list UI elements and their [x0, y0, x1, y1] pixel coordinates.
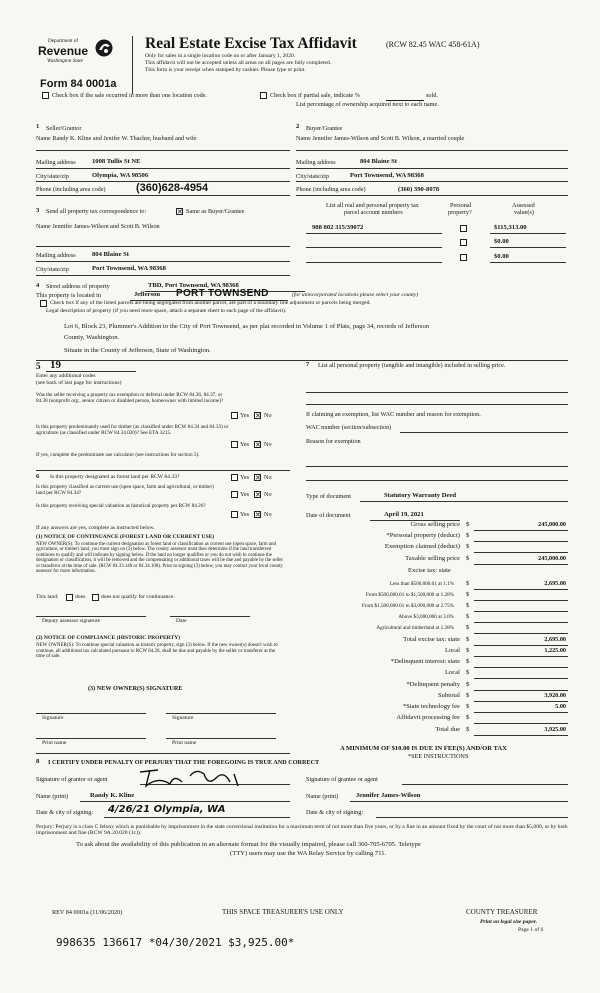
tax-total-line [474, 645, 568, 646]
alt-format-line-2: (TTY) users may use the WA Relay Service by calling 711. [230, 850, 387, 857]
legal-line-3: Situate in the County of Jefferson, State of Washington. [64, 347, 211, 354]
tax-total-value[interactable]: 2,695.00 [544, 636, 566, 643]
historic-notice-body: NEW OWNER(S): To continue special valuation as historic property, sign (3) below. If the new owner(s) doesn't wish to continue, all additional tax calculated pursuant to RCW 84.26, shall be due and payable by the seller or transferor at the time of sale. [36, 643, 278, 660]
segregated-checkbox[interactable] [40, 300, 47, 307]
form-number: Form 84 0001a [40, 78, 117, 90]
section3-mail-value[interactable]: 804 Blaine St [92, 251, 130, 258]
buyer-city-label: City/state/zip [296, 173, 329, 180]
does-label: does [75, 594, 86, 600]
page-number: Page 1 of 6 [518, 927, 544, 933]
section3-mail-line [36, 261, 290, 262]
tax-total-label: *State technology fee [402, 703, 460, 710]
tax-row-label: *Personal property (deduct) [386, 532, 460, 539]
segregated-label: Check box if any of the listed parcels are being segregated from another parcel, are part of a boundary line adjustment or parcels being merged. [50, 300, 371, 306]
exemption-yes-checkbox[interactable] [231, 412, 238, 419]
signature-label: Signature [42, 715, 64, 721]
reason-label: Reason for exemption [306, 438, 361, 445]
no-label: No [264, 474, 272, 481]
dept-line: Department of [48, 38, 79, 44]
tax-total-line [474, 701, 568, 702]
grantee-name-value[interactable]: Jennifer James-Wilson [356, 792, 421, 799]
tax-row-label: Exemption claimed (deduct) [384, 543, 460, 550]
yes-label: Yes [240, 491, 250, 498]
see-instructions-note: *SEE INSTRUCTIONS [408, 753, 469, 760]
yes-label: Yes [240, 474, 250, 481]
same-as-buyer-label: Same as Buyer/Grantee [186, 208, 245, 215]
seller-phone-label: Phone (including area code) [36, 186, 106, 193]
codes-note: (see back of last page for instructions) [36, 380, 122, 386]
tax-row-line [474, 530, 568, 531]
buyer-name-line [296, 150, 568, 151]
grantee-name-line [350, 801, 568, 802]
tax-total-label: Local [444, 669, 460, 676]
street-label: Street address of property [46, 283, 110, 290]
doc-type-line [360, 501, 568, 502]
parcel-col-header-2b: property? [448, 209, 472, 216]
section3-city-line [36, 275, 290, 276]
minimum-fee-note: A MINIMUM OF $10.00 IS DUE IN FEE(S) AND/OR TAX [340, 745, 507, 752]
yes-label: Yes [240, 511, 250, 518]
section3-city-label: City/state/zip [36, 266, 69, 273]
yes-label: Yes [240, 412, 250, 419]
personal-property-checkbox[interactable] [460, 225, 467, 232]
dor-logo-icon [94, 38, 114, 58]
dollar-sign: $ [466, 591, 470, 598]
treasurer-space-label: THIS SPACE TREASURER'S USE ONLY [222, 908, 344, 916]
new-owner-signature-line-2[interactable] [166, 713, 276, 714]
subtitle-3: This form is your receipt when stamped by cashier. Please type or print. [145, 67, 306, 73]
section3-spacer-line [36, 246, 290, 247]
grantor-signature-scribble [130, 764, 270, 794]
print-name-line-2[interactable] [166, 738, 276, 739]
dollar-sign: $ [466, 521, 470, 528]
historic-question: Is this property receiving special valuation as historical property per RCW 84.26? [36, 503, 206, 509]
seller-name: Name Randy K. Kline and Jenifer W. Thacher, husband and wife [36, 135, 197, 142]
historic-no-checkbox[interactable]: ✕ [255, 511, 261, 519]
located-note: (for unincorporated locations please select your county) [292, 292, 419, 298]
buyer-phone-value[interactable]: (360) 390-8078 [398, 186, 440, 193]
tax-total-line [474, 735, 568, 736]
assessor-date-line[interactable] [170, 616, 250, 617]
timber-note: If yes, complete the predominate use calculator (see instructions for section 5). [36, 452, 200, 458]
seller-city-label: City/state/zip [36, 173, 69, 180]
reason-line-1[interactable] [306, 466, 568, 467]
tax-total-line[interactable] [474, 678, 568, 679]
personal-property-checkbox[interactable] [460, 254, 467, 261]
parcel-col-header-2a: Personal [450, 202, 472, 209]
this-land-label: This land: [36, 594, 59, 600]
tax-total-label: Local [444, 647, 460, 654]
partial-sale-checkbox[interactable] [260, 92, 267, 99]
tax-tier-label: From $500,000.01 to $1,500,000 at 1.28% [365, 592, 454, 598]
buyer-name: Name Jennifer James-Wilson and Scott B. Wilson, a married couple [296, 135, 465, 142]
header-divider [132, 36, 133, 94]
tax-total-label: *Delinquent interest: state [390, 658, 460, 665]
tax-total-line[interactable] [474, 690, 568, 691]
section7-label: List all personal property (tangible and intangible) included in selling price. [318, 362, 506, 369]
parcel-line [306, 233, 442, 234]
section8-top-rule [36, 753, 290, 754]
dollar-sign: $ [466, 624, 470, 631]
dollar-sign: $ [466, 555, 470, 562]
any-yes-note: If any answers are yes, complete as instructed below. [36, 525, 155, 531]
exemption-no-checkbox[interactable]: ✕ [255, 412, 261, 420]
personal-property-checkbox[interactable] [460, 239, 467, 246]
parcel-line [306, 262, 442, 263]
timber-yes-checkbox[interactable] [231, 441, 238, 448]
tax-tier-line [474, 589, 568, 590]
section4-number: 4 [36, 282, 40, 289]
does-not-label: does not qualify for continuance. [101, 594, 175, 600]
land-does-checkbox[interactable] [66, 594, 73, 601]
continuance-title: (1) NOTICE OF CONTINUANCE (FOREST LAND OR CURRENT USE) [36, 534, 215, 540]
new-owner-signature-line[interactable] [36, 713, 146, 714]
tax-tier-line[interactable] [474, 611, 568, 612]
buyer-phone-line [296, 195, 568, 196]
forest-question: Is this property designated as forest land per RCW 84.33? [50, 474, 180, 480]
continuance-body: NEW OWNER(S): To continue the current designation as forest land or classification as current use (open space, farm and agriculture, or timber) land, you must sign on (3) below. The county assessor must then determine if the land transferred continues to qualify and will indicate by signing below. If the land no longer qualifies or you do not wish to continue the designation or classification, it will be removed and the compensating or additional taxes will be due and payable by the seller or transferor at the time of sale. (RCW 84.33.140 or 84.34.108). Prior to signing (3) below, you may contact your local county assessor for more information. [36, 542, 284, 575]
tax-total-line [474, 712, 568, 713]
buyer-mail-line [296, 168, 568, 169]
no-label: No [264, 412, 272, 419]
print-name-label: Print name [42, 740, 67, 746]
dollar-sign: $ [466, 703, 470, 710]
buyer-city-line [296, 181, 568, 182]
signature-label-2: Signature [172, 715, 194, 721]
county-treasurer-label: COUNTY TREASURER [466, 908, 538, 916]
grantor-date-value[interactable]: 4/26/21 Olympia, WA [108, 804, 226, 815]
section3-label: Send all property tax correspondence to: [46, 208, 147, 215]
treasurer-receipt-stamp: 998635 136617 *04/30/2021 $3,925.00* [56, 936, 295, 949]
value-line [490, 262, 566, 263]
current-use-question: Is this property classified as current use (open space, farm and agricultural, or timber) land per RCW 84.34? [36, 484, 214, 496]
section6-number: 6 [36, 473, 40, 480]
tax-tier-value[interactable]: 2,695.00 [544, 580, 566, 587]
dollar-sign: $ [466, 714, 470, 721]
buyer-section-number: 2 [296, 123, 300, 130]
subtitle-2: This affidavit will not be accepted unless all areas on all pages are fully completed. [145, 60, 332, 66]
new-owner-signature-heading: (3) NEW OWNER(S) SIGNATURE [88, 685, 183, 692]
perjury-notice: Perjury: Perjury is a class C felony which is punishable by imprisonment in the state correctional institution for a maximum term of not more than five years, or by a fine in an amount fixed by the court of not more than $5,000, or by both imprisonment and fine (RCW 9A.20.020 (1c)). [36, 824, 568, 837]
tax-total-label: Total excise tax: state [403, 636, 460, 643]
personal-property-line-2[interactable] [306, 404, 568, 405]
legal-paper-note: Print on legal size paper. [480, 919, 538, 925]
located-stamp: PORT TOWNSEND [176, 288, 269, 299]
seller-phone-value[interactable]: (360)628-4954 [136, 182, 209, 194]
seller-city-value[interactable]: Olympia, WA 98506 [92, 172, 149, 179]
land-does-not-checkbox[interactable] [92, 594, 99, 601]
exemption-question: Was the seller receiving a property tax exemption or deferral under RCW 84.36, 84.37, or 84.38 (nonprofit org., senior citizen or disabled person, homeowner with limited income)? [36, 392, 224, 404]
multi-location-label: Check box if the sale occurred in more than one location code. [52, 92, 207, 99]
historic-yes-checkbox[interactable] [231, 511, 238, 518]
tax-total-label: Affidavit processing fee [396, 714, 460, 721]
current-use-yes-checkbox[interactable] [231, 491, 238, 498]
forest-no-checkbox[interactable]: ✕ [255, 474, 261, 482]
tax-tier-line[interactable] [474, 600, 568, 601]
forest-yes-checkbox[interactable] [231, 474, 238, 481]
buyer-mail-label: Mailing address [296, 159, 336, 166]
seller-heading: Seller/Grantor [46, 125, 82, 132]
tax-tier-line[interactable] [474, 622, 568, 623]
tax-total-value[interactable]: 3,920.00 [544, 692, 566, 699]
doc-type-label: Type of document [306, 493, 351, 500]
seller-mail-line [36, 168, 290, 169]
print-name-line[interactable] [36, 738, 146, 739]
dollar-sign: $ [466, 543, 470, 550]
dollar-sign: $ [466, 669, 470, 676]
section8-number: 8 [36, 758, 40, 765]
tax-total-label: *Delinquent penalty [406, 681, 460, 688]
section3-mail-label: Mailing address [36, 252, 76, 259]
partial-sale-label: Check box if partial sale, indicate % [270, 92, 360, 99]
additional-code-line [46, 371, 136, 372]
grantor-signature-label: Signature of grantor or agent [36, 776, 108, 783]
tax-tier-line[interactable] [474, 633, 568, 634]
parcel-number[interactable]: 988 802 315/39072 [312, 224, 364, 231]
doc-type-value[interactable]: Statutory Warranty Deed [384, 492, 457, 499]
section6-top-rule [36, 470, 290, 471]
tax-row-value[interactable]: 245,000.00 [538, 521, 566, 528]
legal-line-2: County, Washington. [64, 334, 120, 341]
reason-line-2[interactable] [306, 480, 568, 481]
wac-field[interactable] [400, 432, 568, 433]
seller-section-number: 1 [36, 123, 40, 130]
section3-city-value[interactable]: Port Townsend, WA 98368 [92, 265, 166, 272]
print-name-label-2: Print name [172, 740, 197, 746]
grantee-name-label: Name (print) [306, 793, 339, 800]
current-use-no-checkbox[interactable]: ✕ [255, 491, 261, 499]
alt-format-line-1: To ask about the availability of this publication in an alternate format for the visually impaired, please call 360-705-6705. Teletype [76, 841, 421, 848]
certify-statement: I CERTIFY UNDER PENALTY OF PERJURY THAT THE FOREGOING IS TRUE AND CORRECT [48, 759, 320, 766]
buyer-heading: Buyer/Grantee [306, 125, 343, 132]
section7-number: 7 [306, 361, 310, 368]
form-title-ref: (RCW 82.45 WAC 458-61A) [386, 40, 480, 49]
assessed-value[interactable]: $0.00 [494, 238, 509, 245]
legal-label: Legal description of property (if you need more space, attach a separate sheet to each page of the affidavit). [46, 308, 287, 314]
rev-number: REV 84 0001a (11/06/2020) [52, 909, 123, 916]
grantor-name-line [80, 801, 290, 802]
section5-top-rule [36, 360, 568, 361]
form-title: Real Estate Excise Tax Affidavit [145, 35, 357, 52]
grantee-signature-label: Signature of grantee or agent [306, 776, 378, 783]
exemption-label: If claiming an exemption, list WAC number and reason for exemption. [306, 411, 481, 418]
parcel-col-header-3a: Assessed [512, 202, 535, 209]
grantor-name-value[interactable]: Randy K. Kline [90, 792, 135, 799]
dollar-sign: $ [466, 636, 470, 643]
ownership-note: List percentage of ownership acquired next to each name. [296, 101, 439, 108]
tax-total-line[interactable] [474, 667, 568, 668]
tax-row-line[interactable] [474, 541, 568, 542]
grantee-signature-line[interactable] [402, 784, 568, 785]
dept-state: Washington State [47, 58, 83, 64]
seller-mail-label: Mailing address [36, 159, 76, 166]
tax-total-value[interactable]: 5.00 [555, 703, 566, 710]
parcel-col-header-3b: value(s) [514, 209, 534, 216]
grantor-date-label: Date & city of signing: [36, 809, 94, 816]
timber-no-checkbox[interactable]: ✕ [255, 441, 261, 449]
value-line [490, 233, 566, 234]
grantor-date-line [104, 817, 290, 818]
value-line [490, 247, 566, 248]
timber-question: Is this property predominantly used for timber (as classified under RCW 84.34 and 84.33) or agriculture (as classified under RCW 84.34.020)? See ETA 3215. [36, 424, 229, 436]
grantor-name-label: Name (print) [36, 793, 69, 800]
dollar-sign: $ [466, 726, 470, 733]
additional-code-value[interactable]: 19 [50, 359, 61, 371]
seller-phone-line [36, 195, 290, 196]
assessed-value[interactable]: $115,313.00 [494, 224, 527, 231]
tax-row-line[interactable] [474, 552, 568, 553]
legal-line-1: Lot 6, Block 23, Plummer's Addition to the City of Port Townsend, as per plat recorded in Volume 1 of Plats, page 34, records of Jefferson [64, 323, 430, 330]
codes-label: Enter any additional codes [36, 373, 96, 379]
section3-name: Name Jennifer James-Wilson and Scott B. Wilson [36, 223, 160, 230]
section3-number: 3 [36, 207, 40, 214]
assessed-value[interactable]: $0.00 [494, 253, 509, 260]
subtitle-1: Only for sales in a single location code on or after January 1, 2020. [145, 53, 296, 59]
tax-row-value[interactable]: 245,000.00 [538, 555, 566, 562]
assessor-date-label: Date [176, 618, 187, 624]
dollar-sign: $ [466, 602, 470, 609]
wac-label: WAC number (section/subsection) [306, 424, 392, 431]
tax-row-label: Taxable selling price [405, 555, 460, 562]
no-label: No [264, 491, 272, 498]
tax-total-label: Total due [435, 726, 460, 733]
yes-label: Yes [240, 441, 250, 448]
located-county[interactable]: Jefferson [134, 291, 160, 298]
dollar-sign: $ [466, 692, 470, 699]
seller-mail-value[interactable]: 1008 Tullis St NE [92, 158, 141, 165]
dollar-sign: $ [466, 580, 470, 587]
multi-location-checkbox[interactable] [42, 92, 49, 99]
dollar-sign: $ [466, 647, 470, 654]
buyer-phone-label: Phone (including area code) [296, 186, 366, 193]
dollar-sign: $ [466, 532, 470, 539]
dept-name: Revenue [38, 44, 89, 58]
tax-total-line[interactable] [474, 723, 568, 724]
assessor-signature-label: Deputy assessor signature [42, 618, 101, 624]
buyer-city-value[interactable]: Port Townsend, WA 98368 [350, 172, 424, 179]
doc-date-label: Date of document [306, 512, 351, 519]
grantee-date-line[interactable] [376, 817, 568, 818]
dollar-sign: $ [466, 613, 470, 620]
excise-tax-label: Excise tax: state [408, 567, 451, 574]
no-label: No [264, 511, 272, 518]
tax-tier-label: Less than $500,000.01 at 1.1% [389, 581, 454, 587]
buyer-mail-value[interactable]: 804 Blaine St [360, 158, 398, 165]
tax-tier-label: Above $3,000,000 at 3.0% [398, 614, 454, 620]
historic-notice-title: (2) NOTICE OF COMPLIANCE (HISTORIC PROPERTY) [36, 635, 181, 641]
street-value[interactable]: TBD, Port Townsend, WA 98368 [148, 282, 239, 289]
section5-number: 5 [36, 361, 41, 371]
tax-tier-label: Agricultural and timberland at 1.28% [376, 625, 454, 631]
tax-row-line [474, 564, 568, 565]
tax-row-label: Gross selling price [410, 521, 460, 528]
tax-total-label: Subtotal [438, 692, 460, 699]
tax-total-line [474, 656, 568, 657]
dollar-sign: $ [466, 658, 470, 665]
doc-date-value[interactable]: April 19, 2021 [384, 511, 424, 518]
same-as-buyer-checkbox[interactable]: ✕ [177, 208, 183, 216]
assessor-signature-line[interactable] [36, 616, 146, 617]
grantee-date-label: Date & city of signing: [306, 809, 364, 816]
tax-total-value[interactable]: 3,925.00 [544, 726, 566, 733]
parcel-col-header-1a: List all real and personal property tax [326, 202, 419, 209]
seller-name-line [36, 150, 290, 151]
tax-tier-label: From $1,500,000.01 to $3,000,000 at 2.75% [361, 603, 454, 609]
no-label: No [264, 441, 272, 448]
parcel-line [306, 247, 442, 248]
tax-total-value[interactable]: 1,225.00 [544, 647, 566, 654]
partial-sale-suffix: sold. [426, 92, 438, 99]
parcel-col-header-1b: parcel account numbers [344, 209, 403, 216]
personal-property-line-1[interactable] [306, 392, 568, 393]
located-label: This property is located in [36, 292, 101, 299]
dollar-sign: $ [466, 681, 470, 688]
